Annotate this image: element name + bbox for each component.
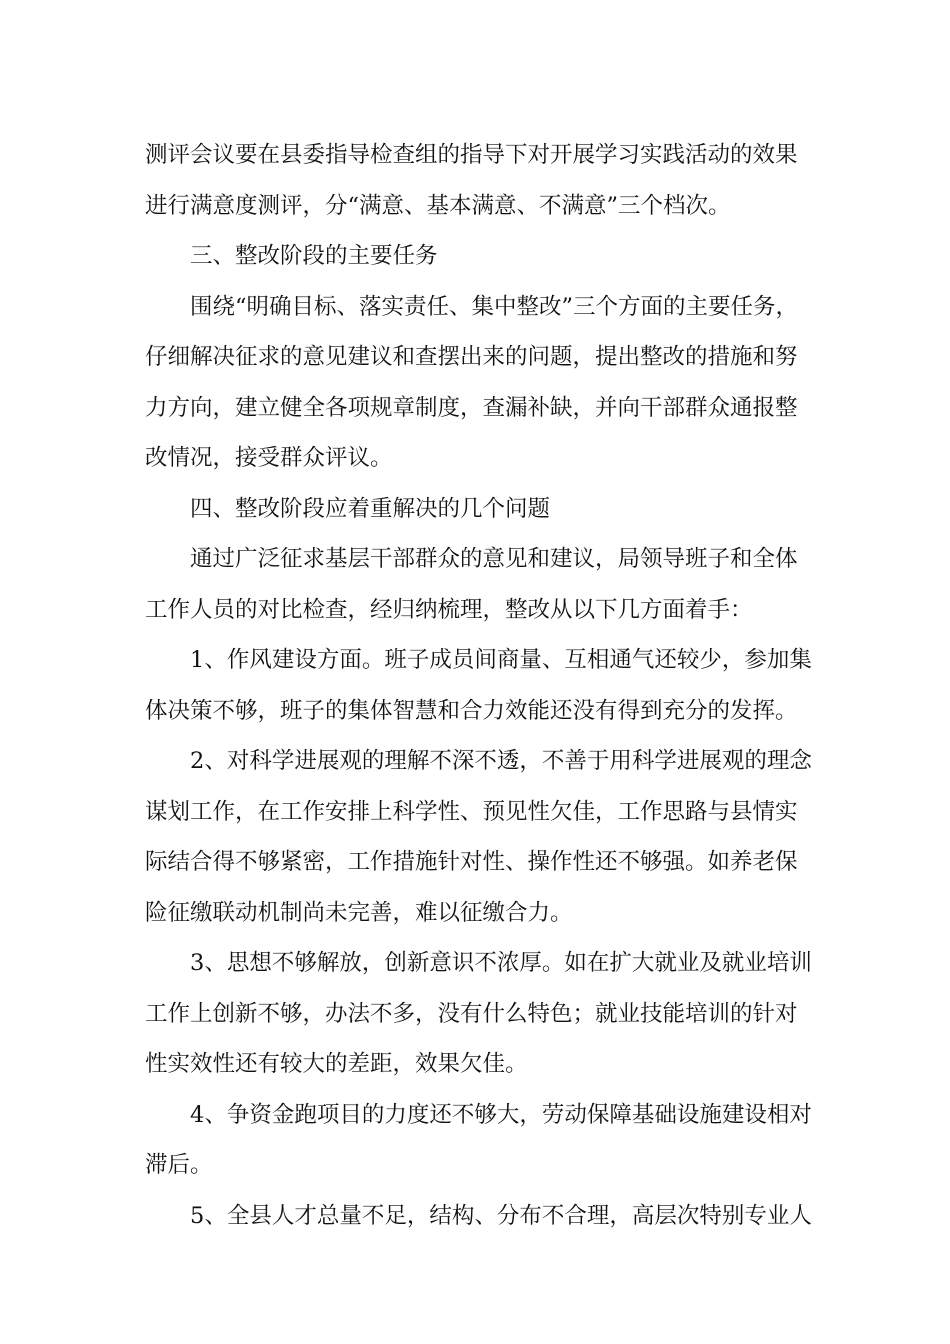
text-line-10: 工作人员的对比检查，经归纳梳理，整改从以下几方面着手： [145,596,753,623]
list-item-1: 1、作风建设方面。班子成员间商量、互相通气还较少，参加集 [190,647,812,673]
text-line-16: 险征缴联动机制尚未完善，难以征缴合力。 [145,899,573,926]
text-line-7: 改情况，接受群众评议。 [145,445,393,471]
list-item-4: 4、争资金跑项目的力度还不够大，劳动保障基础设施建设相对 [190,1101,812,1128]
list-item-3: 3、思想不够解放，创新意识不浓厚。如在扩大就业及就业培训 [190,950,812,976]
list-item-5: 5、全县人才总量不足，结构、分布不合理，高层次特别专业人 [190,1202,812,1229]
text-line-1: 测评会议要在县委指导检查组的指导下对开展学习实践活动的效果 [145,142,798,168]
text-line-4: 围绕“明确目标、落实责任、集中整改”三个方面的主要任务， [190,293,799,320]
text-line-9: 通过广泛征求基层干部群众的意见和建议，局领导班子和全体 [190,546,798,572]
text-line-6: 力方向，建立健全各项规章制度，查漏补缺，并向干部群众通报整 [145,394,798,421]
text-line-18: 工作上创新不够，办法不多，没有什么特色；就业技能培训的针对 [145,1000,798,1027]
section-heading-4: 四、整改阶段应着重解决的几个问题 [190,495,551,522]
text-line-12: 体决策不够，班子的集体智慧和合力效能还没有得到充分的发挥。 [145,697,798,724]
document-body [145,130,815,1241]
text-line-5: 仔细解决征求的意见建议和查摆出来的问题，提出整改的措施和努 [145,344,798,370]
list-item-2: 2、对科学进展观的理解不深不透，不善于用科学进展观的理念 [190,748,812,774]
text-line-21: 滞后。 [145,1152,213,1178]
section-heading-3: 三、整改阶段的主要任务 [190,243,438,269]
text-line-19: 性实效性还有较大的差距，效果欠佳。 [145,1051,528,1077]
text-line-2: 进行满意度测评，分“满意、基本满意、不满意”三个档次。 [145,192,731,219]
text-line-15: 际结合得不够紧密，工作措施针对性、操作性还不够强。如养老保 [145,849,798,875]
text-line-14: 谋划工作，在工作安排上科学性、预见性欠佳，工作思路与县情实 [145,798,798,825]
